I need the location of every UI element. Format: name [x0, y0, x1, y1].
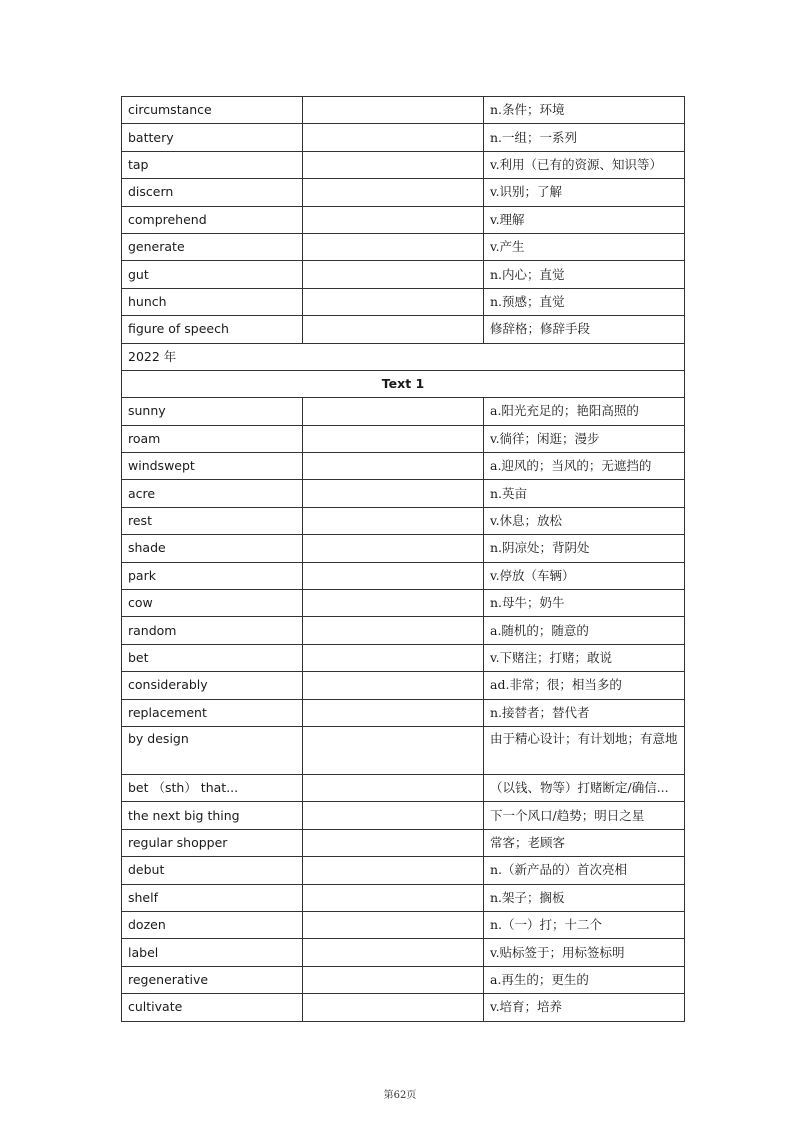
table-row — [122, 97, 685, 124]
table-row — [122, 590, 685, 617]
meaning-cell: n.阴凉处；背阴处 — [484, 535, 685, 562]
meaning-cell: 由于精心设计；有计划地；有意地 — [484, 726, 685, 774]
blank-cell — [303, 206, 484, 233]
table-row — [122, 672, 685, 699]
vocabulary-rows-after — [122, 398, 685, 1021]
section-heading: Text 1 — [122, 370, 685, 397]
meaning-cell: v.贴标签于；用标签标明 — [484, 939, 685, 966]
meaning-cell: n.（一）打；十二个 — [484, 911, 685, 938]
table-row — [122, 535, 685, 562]
meaning-cell: 修辞格；修辞手段 — [484, 316, 685, 343]
blank-cell — [303, 774, 484, 801]
meaning-cell: n.条件；环境 — [484, 97, 685, 124]
table-row — [122, 884, 685, 911]
blank-cell — [303, 97, 484, 124]
meaning-cell: n.一组；一系列 — [484, 124, 685, 151]
term-cell: label — [122, 939, 303, 966]
meaning-cell: v.徜徉；闲逛；漫步 — [484, 425, 685, 452]
blank-cell — [303, 151, 484, 178]
blank-cell — [303, 562, 484, 589]
table-row — [122, 617, 685, 644]
meaning-cell: n.母牛；奶牛 — [484, 590, 685, 617]
term-cell: bet （sth） that... — [122, 774, 303, 801]
year-heading: 2022 年 — [122, 343, 685, 370]
term-cell: rest — [122, 507, 303, 534]
table-row — [122, 507, 685, 534]
term-cell: park — [122, 562, 303, 589]
blank-cell — [303, 316, 484, 343]
meaning-cell: n.接替者；替代者 — [484, 699, 685, 726]
table-row — [122, 233, 685, 260]
term-cell: sunny — [122, 398, 303, 425]
term-cell: battery — [122, 124, 303, 151]
term-cell: replacement — [122, 699, 303, 726]
blank-cell — [303, 672, 484, 699]
meaning-cell: n.内心；直觉 — [484, 261, 685, 288]
blank-cell — [303, 288, 484, 315]
meaning-cell: v.产生 — [484, 233, 685, 260]
meaning-cell: n.预感；直觉 — [484, 288, 685, 315]
meaning-cell: ad.非常；很；相当多的 — [484, 672, 685, 699]
table-row — [122, 316, 685, 343]
term-cell: shelf — [122, 884, 303, 911]
table-row — [122, 562, 685, 589]
blank-cell — [303, 911, 484, 938]
table-row — [122, 261, 685, 288]
blank-cell — [303, 480, 484, 507]
term-cell: roam — [122, 425, 303, 452]
meaning-cell: v.培育；培养 — [484, 994, 685, 1021]
table-row — [122, 857, 685, 884]
blank-cell — [303, 453, 484, 480]
meaning-cell: 常客；老顾客 — [484, 829, 685, 856]
term-cell: tap — [122, 151, 303, 178]
table-row — [122, 966, 685, 993]
table-row — [122, 425, 685, 452]
table-row — [122, 802, 685, 829]
table-row — [122, 644, 685, 671]
term-cell: discern — [122, 179, 303, 206]
term-cell: circumstance — [122, 97, 303, 124]
term-cell: hunch — [122, 288, 303, 315]
blank-cell — [303, 179, 484, 206]
meaning-cell: a.迎风的；当风的；无遮挡的 — [484, 453, 685, 480]
blank-cell — [303, 233, 484, 260]
year-heading-row — [122, 343, 685, 370]
table-row — [122, 699, 685, 726]
blank-cell — [303, 699, 484, 726]
blank-cell — [303, 507, 484, 534]
blank-cell — [303, 590, 484, 617]
blank-cell — [303, 398, 484, 425]
blank-cell — [303, 884, 484, 911]
blank-cell — [303, 726, 484, 774]
blank-cell — [303, 124, 484, 151]
blank-cell — [303, 535, 484, 562]
blank-cell — [303, 857, 484, 884]
table-row — [122, 179, 685, 206]
meaning-cell: v.理解 — [484, 206, 685, 233]
page-number: 第62页 — [383, 1090, 417, 1101]
term-cell: considerably — [122, 672, 303, 699]
meaning-cell: a.再生的；更生的 — [484, 966, 685, 993]
term-cell: figure of speech — [122, 316, 303, 343]
year-heading-group — [122, 343, 685, 398]
term-cell: gut — [122, 261, 303, 288]
table-row — [122, 288, 685, 315]
section-heading-row — [122, 370, 685, 397]
vocabulary-rows-before — [122, 97, 685, 344]
meaning-cell: a.随机的；随意的 — [484, 617, 685, 644]
table-row — [122, 398, 685, 425]
table-row — [122, 453, 685, 480]
term-cell: bet — [122, 644, 303, 671]
term-cell: the next big thing — [122, 802, 303, 829]
table-row — [122, 911, 685, 938]
table-row — [122, 206, 685, 233]
meaning-cell: n.架子；搁板 — [484, 884, 685, 911]
term-cell: regular shopper — [122, 829, 303, 856]
meaning-cell: v.停放（车辆） — [484, 562, 685, 589]
term-cell: dozen — [122, 911, 303, 938]
meaning-cell: a.阳光充足的；艳阳高照的 — [484, 398, 685, 425]
table-row — [122, 124, 685, 151]
meaning-cell: n.（新产品的）首次亮相 — [484, 857, 685, 884]
blank-cell — [303, 829, 484, 856]
blank-cell — [303, 261, 484, 288]
meaning-cell: v.识别；了解 — [484, 179, 685, 206]
term-cell: debut — [122, 857, 303, 884]
table-row — [122, 939, 685, 966]
table-row — [122, 480, 685, 507]
term-cell: cultivate — [122, 994, 303, 1021]
meaning-cell: v.休息；放松 — [484, 507, 685, 534]
term-cell: by design — [122, 726, 303, 774]
blank-cell — [303, 939, 484, 966]
term-cell: comprehend — [122, 206, 303, 233]
term-cell: windswept — [122, 453, 303, 480]
meaning-cell: v.利用（已有的资源、知识等） — [484, 151, 685, 178]
meaning-cell: （以钱、物等）打赌断定/确信... — [484, 774, 685, 801]
table-row — [122, 829, 685, 856]
vocabulary-table — [121, 96, 685, 1022]
term-cell: shade — [122, 535, 303, 562]
meaning-cell: 下一个风口/趋势；明日之星 — [484, 802, 685, 829]
table-row — [122, 151, 685, 178]
meaning-cell: v.下赌注；打赌；敢说 — [484, 644, 685, 671]
blank-cell — [303, 966, 484, 993]
term-cell: acre — [122, 480, 303, 507]
blank-cell — [303, 994, 484, 1021]
table-row — [122, 726, 685, 774]
meaning-cell: n.英亩 — [484, 480, 685, 507]
blank-cell — [303, 802, 484, 829]
term-cell: random — [122, 617, 303, 644]
table-row — [122, 994, 685, 1021]
term-cell: regenerative — [122, 966, 303, 993]
blank-cell — [303, 425, 484, 452]
blank-cell — [303, 617, 484, 644]
table-row — [122, 774, 685, 801]
term-cell: generate — [122, 233, 303, 260]
term-cell: cow — [122, 590, 303, 617]
blank-cell — [303, 644, 484, 671]
